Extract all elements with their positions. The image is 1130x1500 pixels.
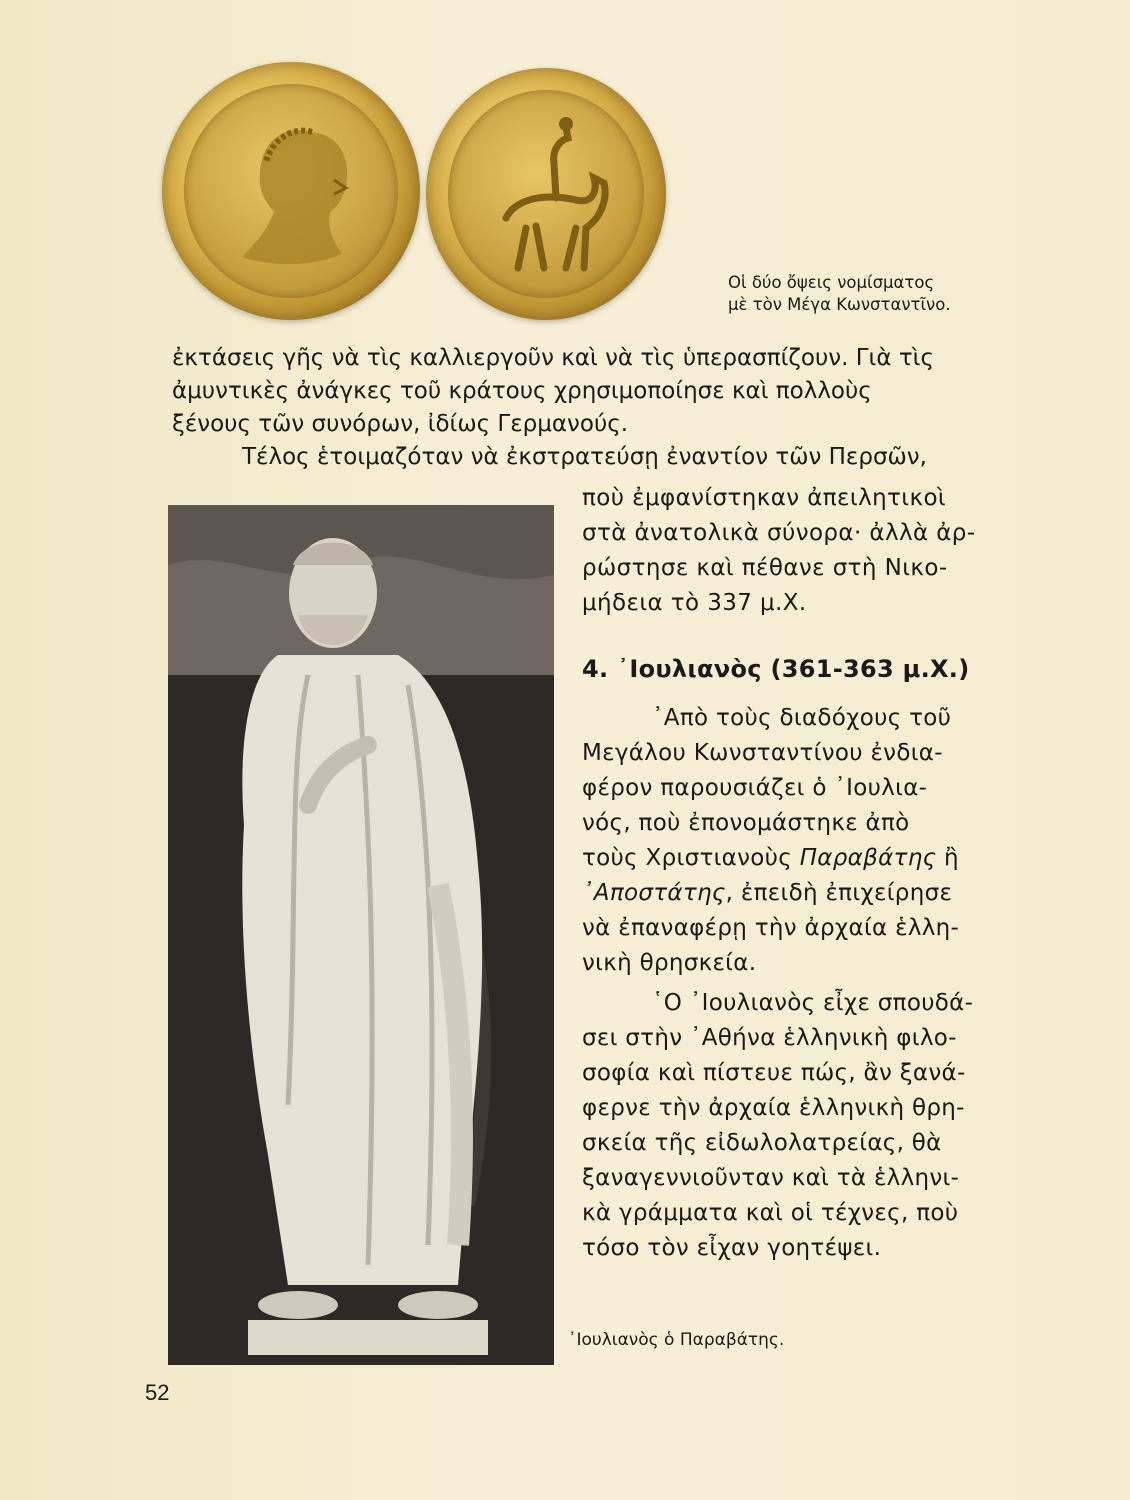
text-span: , ἐπειδὴ ἐπιχείρησε (725, 880, 953, 906)
text-line (582, 876, 959, 911)
text-line: ῾Ο ᾿Ιουλιανὸς εἶχε σπουδά- (652, 990, 974, 1016)
text-line: ποὺ ἐμφανίστηκαν ἀπειλητικοὶ (582, 485, 947, 511)
intro-continued (582, 481, 976, 621)
page-number: 52 (145, 1380, 170, 1405)
text-line: σκεία τῆς εἰδωλολατρείας, θὰ (582, 1130, 942, 1156)
text-line: στὰ ἀνατολικὰ σύνορα· ἀλλὰ ἀρ- (582, 520, 976, 546)
italic-term: ᾿Αποστάτης (582, 880, 726, 906)
emperor-portrait-icon (162, 62, 420, 320)
italic-term: Παραβάτης (799, 845, 937, 871)
text-line: κὰ γράμματα καὶ οἱ τέχνες, ποὺ (582, 1200, 959, 1226)
text-line: μήδεια τὸ 337 μ.Χ. (582, 590, 807, 616)
coins-caption-line: Οἱ δύο ὄψεις νομίσματος (728, 273, 935, 292)
text-line: ᾿Απὸ τοὺς διαδόχους τοῦ (652, 705, 952, 731)
coins-caption-line: μὲ τὸν Μέγα Κωνσταντῖνο. (728, 295, 951, 314)
julian-paragraph-1 (582, 701, 959, 981)
text-span: ἢ (936, 845, 959, 871)
text-span: τοὺς Χριστιανοὺς (582, 845, 800, 871)
statue-caption: ᾿Ιουλιανὸς ὁ Παραβάτης. (568, 1330, 785, 1350)
coin-obverse-image (162, 62, 420, 320)
section-heading: 4. ᾿Ιουλιανὸς (361-363 μ.Χ.) (582, 655, 970, 683)
horseman-icon (426, 68, 666, 320)
text-line: ξαναγεννιοῦνταν καὶ τὰ ἑλληνι- (582, 1165, 960, 1191)
text-line: ρώστησε καὶ πέθανε στὴ Νικο- (582, 555, 948, 581)
text-line: νὰ ἐπαναφέρῃ τὴν ἀρχαία ἑλλη- (582, 915, 960, 941)
text-line: Τέλος ἑτοιμαζόταν νὰ ἐκστρατεύσῃ ἐναντίον τῶν Περσῶν, (242, 444, 927, 470)
text-line: νικὴ θρησκεία. (582, 950, 757, 976)
text-line: σοφία καὶ πίστευε πώς, ἂν ξανά- (582, 1060, 966, 1086)
text-line: φέρον παρουσιάζει ὁ ᾿Ιουλια- (582, 775, 928, 801)
julian-statue-photo (168, 505, 554, 1365)
text-line: νός, ποὺ ἐπονομάστηκε ἀπὸ (582, 810, 910, 836)
text-line: σει στὴν ᾿Αθήνα ἑλληνικὴ φιλο- (582, 1025, 957, 1051)
text-line: ξένους τῶν συνόρων, ἰδίως Γερμανούς. (172, 411, 629, 437)
text-line (582, 841, 959, 876)
coin-reverse-image (426, 68, 666, 320)
text-line: ἀμυντικὲς ἀνάγκες τοῦ κράτους χρησιμοποίησε καὶ πολλοὺς (172, 378, 872, 404)
coins-caption (728, 272, 951, 316)
text-line: Μεγάλου Κωνσταντίνου ἐνδια- (582, 740, 943, 766)
text-line: ἐκτάσεις γῆς νὰ τὶς καλλιεργοῦν καὶ νὰ τὶς ὑπερασπίζουν. Γιὰ τὶς (172, 345, 934, 371)
julian-paragraph-2 (582, 986, 973, 1266)
intro-paragraph (172, 342, 934, 474)
text-line: φερνε τὴν ἀρχαία ἑλληνικὴ θρη- (582, 1095, 965, 1121)
statue-figure-icon (168, 505, 554, 1365)
text-line: τόσο τὸν εἶχαν γοητέψει. (582, 1235, 882, 1261)
